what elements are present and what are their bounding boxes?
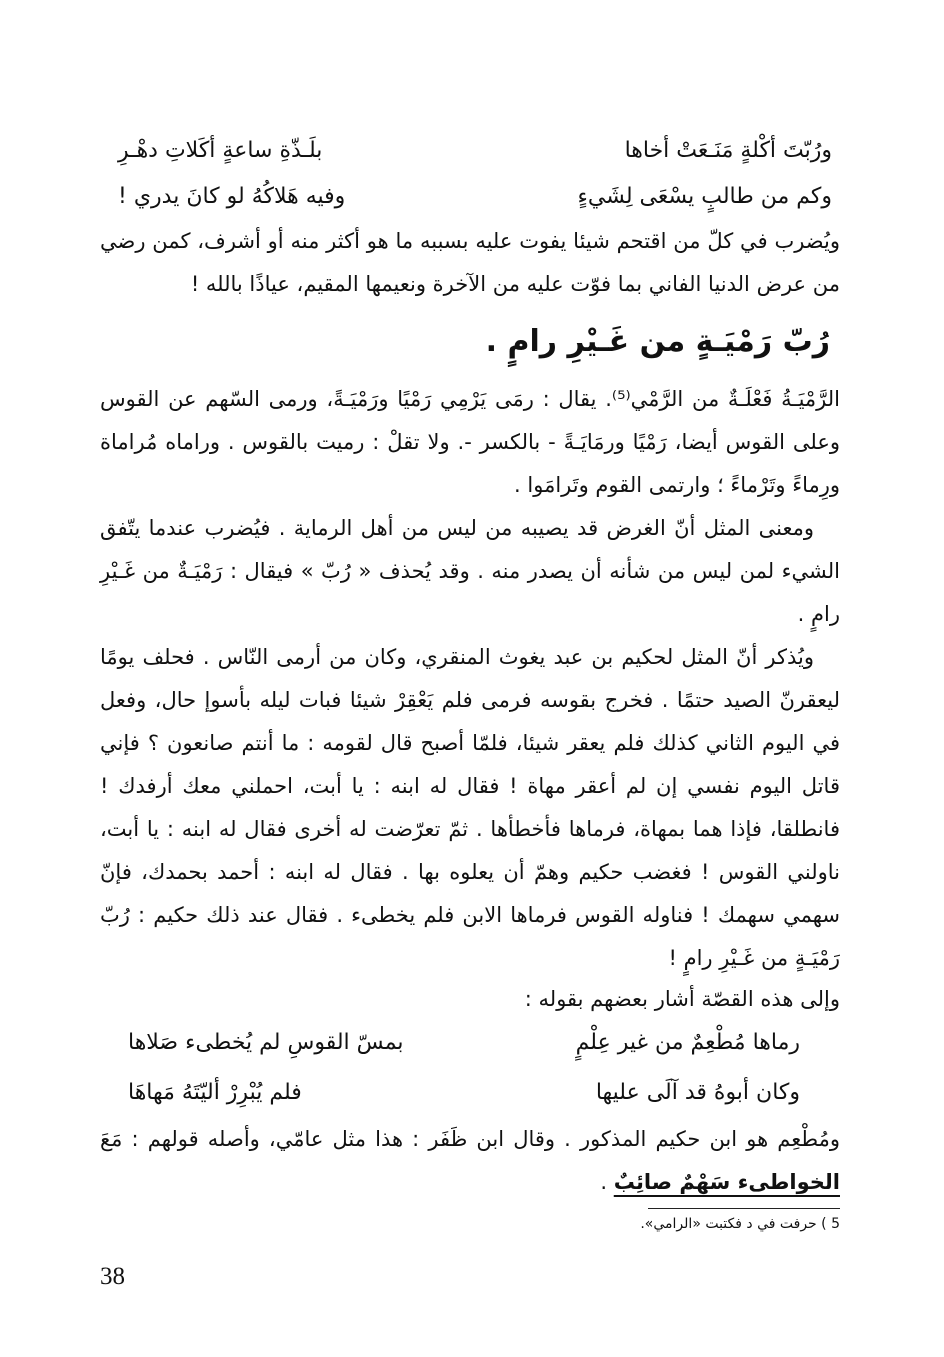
verse-line-2: [100, 174, 840, 220]
verse-3-first-hemistich: رماها مُطْعِمٌ من غير عِلْمٍ: [575, 1030, 800, 1055]
paragraph-explanation: ويُضرب في كلّ من اقتحم شيئا يفوت عليه بسببه ما هو أكثر منه أو أشرف، كمن رضي من عرض الدنيا الفاني بما فوّت عليه من الآخرة ونعيمها المقيم، عياذًا بالله !: [100, 229, 840, 296]
page-number: 38: [100, 1263, 125, 1290]
paragraph-meaning: ومعنى المثل أنّ الغرض قد يصيبه من ليس من أهل الرماية . فيُضرب عندما يتّفق الشيء لمن ليس من شأنه أن يصدر منه . وقد يُحذف « رُبّ » فيقال : رَمْيَـةٌ من غَـيْرِ رامٍ .: [100, 516, 840, 626]
proverb-heading: رُبّ رَمْيَـةٍ من غَـيْرِ رامٍ .: [485, 324, 830, 359]
page-body: [100, 128, 840, 1204]
footnote: 5 ) حرفت في د فكتبت «الرامي».: [640, 1216, 840, 1232]
verse-3-second-hemistich: بمسّ القوسِ لم يُخطىء صَلاها: [128, 1030, 404, 1055]
verse-4-second-hemistich: فلم يُبْرِرْ أليّتَهُ مَهاهَا: [128, 1080, 302, 1105]
verse-introduction: وإلى هذه القصّة أشار بعضهم بقوله :: [524, 987, 840, 1011]
verse-line-1: [100, 128, 840, 174]
verse-2-first-hemistich: وكم من طالبٍ يسْعَى لِشَيءٍ: [577, 184, 832, 209]
closing-text: ومُطْعِم هو ابن حكيم المذكور . وقال ابن ظَفَر : هذا مثل عامّي، وأصله قولهم : مَعَ: [100, 1127, 840, 1151]
verse-1-second-hemistich: بلَـذّةِ ساعةٍ أكَلاتِ دهْـرِ: [118, 138, 323, 163]
verse-line-4: [100, 1068, 840, 1118]
closing-end: .: [600, 1170, 614, 1194]
verse-2-second-hemistich: وفيه هَلاكُهُ لو كانَ يدري !: [118, 184, 346, 209]
paragraph-story: ويُذكر أنّ المثل لحكيم بن عبد يغوث المنقري، وكان من أرمى النّاس . فحلف يومًا ليعقرنّ الصيد حتمًا . فخرج بقوسه فرمى فلم يَعْقِرْ شيئا فبات ليله بأسوإ حال، وفعل في اليوم الثاني كذلك فلم يعقر شيئا، فلمّا أصبح قال لقومه : ما أنتم صانعون ؟ فإني قاتل اليوم نفسي إن لم أعقر مهاة ! فقال له ابنه : يا أبت، احملني معك أرفدك ! فانطلقا، فإذا هما بمهاة، فرماها فأخطأها . ثمّ تعرّضت له أخرى فقال له ابنه : يا أبت، ناولني القوس ! فغضب حكيم وهمّ أن يعلوه بها . فقال له ابنه : أحمد بحمدك، فإنّ سهمي سهمك ! فناوله القوس فرماها الابن فلم يخطىء . فقال عند ذلك حكيم : رُبّ رَمْيَـةٍ من غَـيْرِ رامٍ !: [100, 645, 840, 970]
paragraph-closing: [100, 1118, 840, 1204]
verse-4-first-hemistich: وكان أبوهُ قد آلَى عليها: [595, 1080, 800, 1105]
footnote-divider: [648, 1208, 840, 1209]
paragraph-definition: الرَّمْيَـةُ فَعْلَـةٌ من الرَّمْي⁽⁵⁾. يقال : رمَى يَرْمِي رَمْيًا ورَمْيَـةً، ورمى السّهم عن القوس وعلى القوس أيضا، رَمْيًا ورمَايَـةً - بالكسر -. ولا تقلْ : رميت بالقوس . وراماه مُراماة ورِماءً وتَرْماءً ؛ وارتمى القوم وتَرامَوا .: [100, 387, 840, 497]
verse-1-first-hemistich: ورُبّتَ أكْلةٍ مَنَـعَتْ أخاها: [624, 138, 832, 163]
closing-proverb: الخواطىء سَهْمٌ صائِبٌ: [613, 1170, 840, 1194]
verse-line-3: [100, 1018, 840, 1068]
